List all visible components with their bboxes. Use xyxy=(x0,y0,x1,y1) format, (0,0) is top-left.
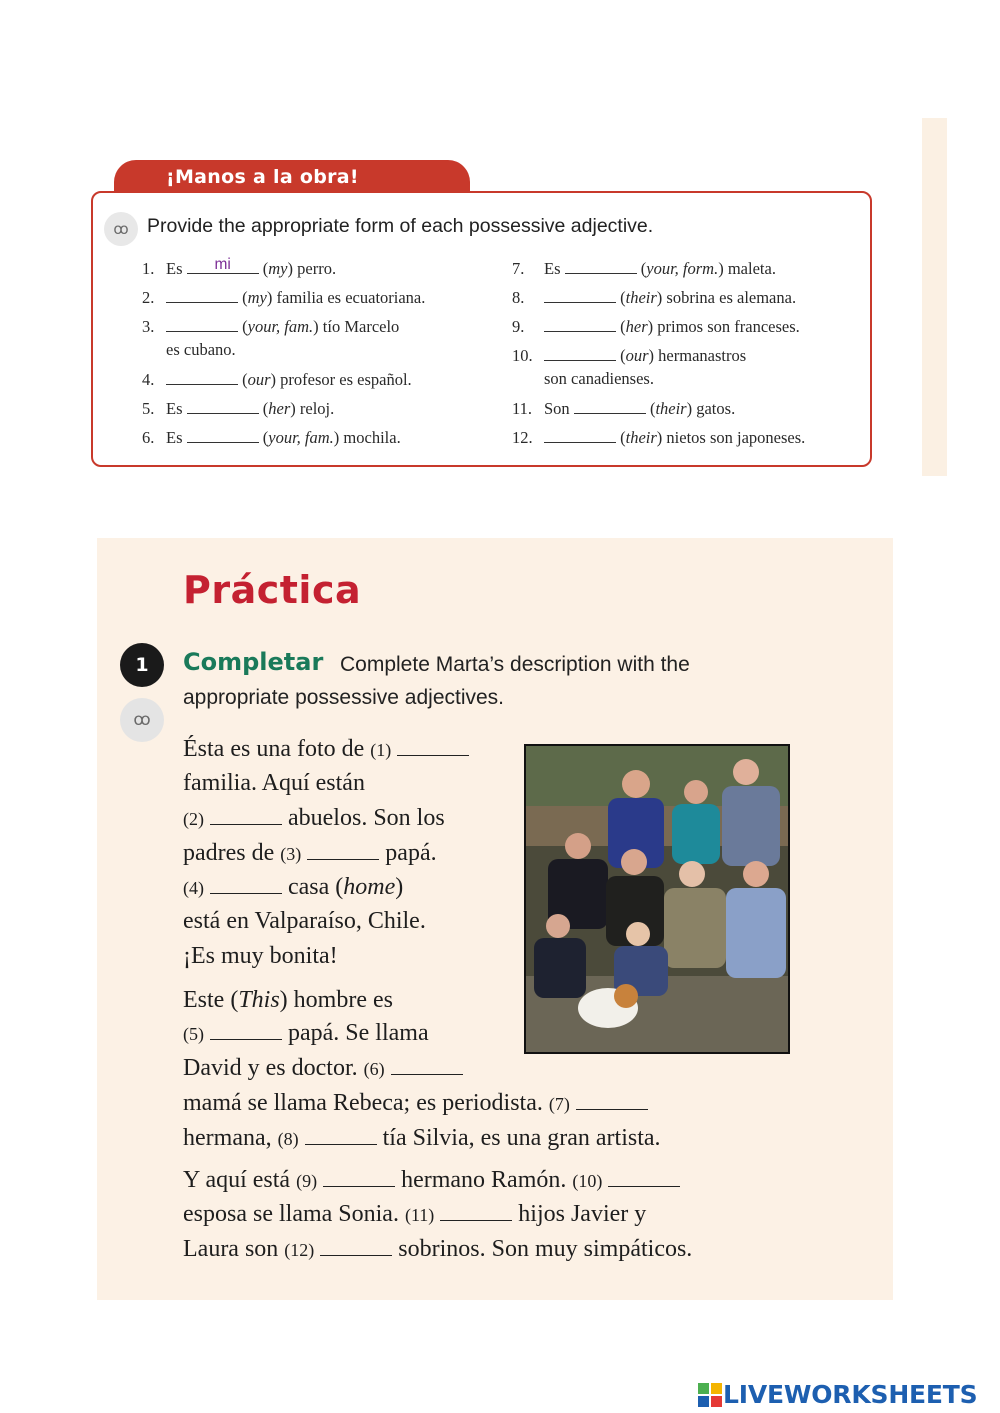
answer-blank[interactable] xyxy=(210,805,282,825)
page-edge-strip xyxy=(922,118,947,476)
item-suffix: profesor es español. xyxy=(276,370,412,389)
item-prefix: Es xyxy=(166,399,187,418)
exercise-instruction-line1: Complete Marta’s description with the xyxy=(340,653,690,676)
answer-blank[interactable] xyxy=(576,1090,648,1110)
passage-italic: home xyxy=(343,874,396,900)
passage-line xyxy=(183,768,365,798)
exercise-item: 3. (your, fam.) tío Marcelo xyxy=(142,317,400,336)
answer-blank[interactable] xyxy=(544,316,616,332)
passage-line xyxy=(183,803,445,834)
answer-blank[interactable] xyxy=(565,258,637,274)
item-prefix: Son xyxy=(544,399,574,418)
blank-number: (2) xyxy=(183,809,204,829)
answer-blank[interactable] xyxy=(187,398,259,414)
answer-blank[interactable] xyxy=(166,369,238,385)
answer-blank[interactable] xyxy=(210,874,282,894)
passage-line xyxy=(183,734,469,765)
exercise-item-continuation: son canadienses. xyxy=(544,369,654,388)
answer-blank[interactable] xyxy=(544,287,616,303)
passage-text: esposa se llama Sonia. xyxy=(183,1201,405,1227)
item-suffix: mochila. xyxy=(339,428,401,447)
answer-blank[interactable] xyxy=(574,398,646,414)
item-number: 6. xyxy=(142,428,155,447)
answer-blank[interactable] xyxy=(166,316,238,332)
exercise-item: 4. (our) profesor es español. xyxy=(142,370,412,389)
item-number: 8. xyxy=(512,288,525,307)
blank-number: (5) xyxy=(183,1024,204,1044)
blank-number: (9) xyxy=(296,1171,318,1191)
item-hint: our xyxy=(247,370,271,389)
manos-instruction: Provide the appropriate form of each possessive adjective. xyxy=(147,215,654,237)
passage-text: ¡Es muy bonita! xyxy=(183,943,338,969)
answer-blank[interactable] xyxy=(391,1055,463,1075)
item-suffix: maleta. xyxy=(723,259,776,278)
item-prefix: Es xyxy=(544,259,565,278)
manos-tab-label: ¡Manos a la obra! xyxy=(166,166,359,188)
item-suffix: familia es ecuatoriana. xyxy=(272,288,426,307)
passage-text: familia. Aquí están xyxy=(183,770,365,796)
item-hint: their xyxy=(655,399,687,418)
passage-text: sobrinos. Son muy simpáticos. xyxy=(392,1236,693,1262)
item-suffix: tío Marcelo xyxy=(318,317,400,336)
item-hint: their xyxy=(625,428,657,447)
passage-line xyxy=(183,985,393,1015)
item-number: 10. xyxy=(512,346,533,365)
answer-blank[interactable] xyxy=(166,287,238,303)
item-number: 1. xyxy=(142,259,155,278)
answer-blank[interactable] xyxy=(307,840,379,860)
item-suffix: hermanastros xyxy=(654,346,747,365)
exercise-item: 5. Es (her) reloj. xyxy=(142,399,335,418)
blank-number: (1) xyxy=(370,740,392,760)
passage-text: abuelos. Son los xyxy=(282,805,445,831)
item-suffix: primos son franceses. xyxy=(653,317,800,336)
exercise-heading: Completar xyxy=(183,648,324,676)
answer-blank[interactable] xyxy=(397,736,469,756)
item-suffix: perro. xyxy=(293,259,337,278)
family-photo-art xyxy=(526,746,790,1054)
item-hint: your, fam. xyxy=(247,317,314,336)
practica-title: Práctica xyxy=(183,568,362,612)
blank-number: (4) xyxy=(183,878,204,898)
answer-blank[interactable] xyxy=(608,1167,680,1187)
item-suffix: reloj. xyxy=(295,399,335,418)
blank-number: (10) xyxy=(572,1171,603,1191)
passage-italic: This xyxy=(238,987,280,1013)
answer-blank[interactable] xyxy=(320,1236,392,1256)
item-hint: her xyxy=(268,399,291,418)
exercise-item: 11. Son (their) gatos. xyxy=(512,399,736,418)
item-hint: my xyxy=(247,288,267,307)
passage-line xyxy=(183,1234,692,1265)
passage-text: casa ( xyxy=(282,874,344,900)
item-number: 12. xyxy=(512,428,533,447)
blank-number: (6) xyxy=(363,1059,385,1079)
answer-blank[interactable] xyxy=(544,345,616,361)
exercise-item: 7. Es (your, form.) maleta. xyxy=(512,259,776,278)
passage-line xyxy=(183,1123,661,1154)
item-hint: your, fam. xyxy=(268,428,334,447)
blank-number: (11) xyxy=(404,1205,435,1225)
exercise-item: 9. (her) primos son franceses. xyxy=(512,317,800,336)
item-hint: our xyxy=(625,346,649,365)
filled-answer: mi xyxy=(214,256,231,273)
exercise-number-badge: 1 xyxy=(120,643,164,687)
answer-blank[interactable] xyxy=(187,258,259,274)
passage-text: tía Silvia, es una gran artista. xyxy=(376,1125,661,1151)
family-photo xyxy=(524,744,790,1054)
item-number: 7. xyxy=(512,259,525,278)
item-number: 9. xyxy=(512,317,525,336)
passage-text: ) xyxy=(395,874,404,900)
blank-number: (8) xyxy=(277,1129,299,1149)
passage-line xyxy=(183,941,338,971)
exercise-instruction-line2: appropriate possessive adjectives. xyxy=(183,686,505,709)
exercise-item: 2. (my) familia es ecuatoriana. xyxy=(142,288,426,307)
item-number: 4. xyxy=(142,370,155,389)
passage-text: hijos Javier y xyxy=(512,1201,647,1227)
exercise-item: 8. (their) sobrina es alemana. xyxy=(512,288,797,307)
liveworksheets-logo-text: LIVEWORKSHEETS xyxy=(723,1380,978,1409)
blank-number: (7) xyxy=(548,1094,570,1114)
blank-number: (12) xyxy=(284,1240,315,1260)
passage-text: Ésta es una foto de xyxy=(183,736,371,762)
passage-text: Este ( xyxy=(183,987,239,1013)
item-suffix: sobrina es alemana. xyxy=(662,288,797,307)
answer-blank[interactable] xyxy=(544,427,616,443)
passage-line xyxy=(183,872,403,903)
item-number: 2. xyxy=(142,288,155,307)
blank-number: (3) xyxy=(280,844,302,864)
passage-text: Y aquí está xyxy=(183,1167,297,1193)
answer-blank[interactable] xyxy=(440,1201,512,1221)
passage-text: Laura son xyxy=(183,1236,285,1262)
exercise-item: 6. Es (your, fam.) mochila. xyxy=(142,428,401,447)
passage-line xyxy=(183,1053,463,1084)
passage-text: papá. xyxy=(379,840,437,866)
item-hint: your, form. xyxy=(646,259,719,278)
passage-text: mamá se llama Rebeca; es periodista. xyxy=(183,1090,549,1116)
exercise-item: 10. (our) hermanastros xyxy=(512,346,747,365)
answer-blank[interactable] xyxy=(187,427,259,443)
item-prefix: Es xyxy=(166,259,187,278)
item-suffix: nietos son japoneses. xyxy=(662,428,806,447)
exercise-item: 1. Es mi (my) perro. xyxy=(142,256,337,278)
passage-text: papá. Se llama xyxy=(282,1020,429,1046)
answer-blank[interactable] xyxy=(210,1020,282,1040)
passage-line xyxy=(183,1088,648,1119)
pair-work-icon: ꝏ xyxy=(120,698,164,742)
item-prefix: Es xyxy=(166,428,187,447)
passage-line xyxy=(183,1018,429,1049)
passage-text: está en Valparaíso, Chile. xyxy=(183,908,426,934)
passage-text: ) hombre es xyxy=(279,987,393,1013)
passage-text: padres de xyxy=(183,840,281,866)
passage-line xyxy=(183,1165,680,1196)
passage-text: David y es doctor. xyxy=(183,1055,364,1081)
item-hint: her xyxy=(625,317,648,336)
item-number: 3. xyxy=(142,317,155,336)
item-hint: my xyxy=(268,259,288,278)
passage-line xyxy=(183,838,437,869)
passage-text: hermano Ramón. xyxy=(395,1167,573,1193)
exercise-item-continuation: es cubano. xyxy=(166,340,236,359)
exercise-item: 12. (their) nietos son japoneses. xyxy=(512,428,806,447)
item-number: 5. xyxy=(142,399,155,418)
passage-line xyxy=(183,1199,646,1230)
item-hint: their xyxy=(625,288,657,307)
passage-text: hermana, xyxy=(183,1125,278,1151)
passage-line xyxy=(183,906,426,936)
pair-work-icon: ꝏ xyxy=(104,212,138,246)
answer-blank[interactable] xyxy=(305,1125,377,1145)
answer-blank[interactable] xyxy=(323,1167,395,1187)
item-number: 11. xyxy=(512,399,533,418)
item-suffix: gatos. xyxy=(692,399,736,418)
liveworksheets-logo-icon xyxy=(697,1382,723,1408)
